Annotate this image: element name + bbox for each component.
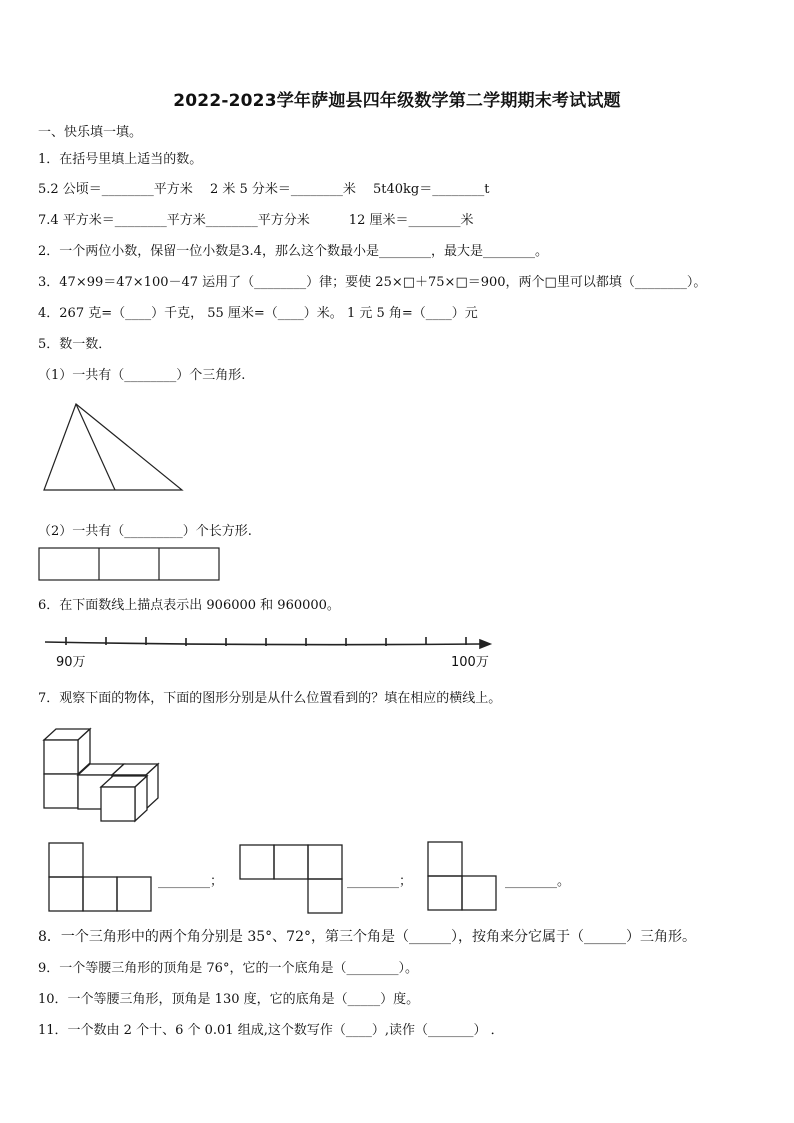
question-5-part-1: （1）一共有（________）个三角形. <box>38 368 246 383</box>
view-1 <box>49 843 151 911</box>
outer-triangle <box>44 404 182 490</box>
question-8: 8．一个三角形中的两个角分别是 35°、72°，第三个角是（______），按角来分它属于（______）三角形。 <box>38 929 696 945</box>
answer-blank-3[interactable]: ________。 <box>505 874 571 889</box>
view-2 <box>240 845 342 913</box>
page-title: 2022-2023学年萨迦县四年级数学第二学期期末考试试题 <box>173 91 621 111</box>
section-heading: 一、快乐填一填。 <box>38 125 143 140</box>
number-line <box>45 637 490 648</box>
number-line-right-label: 100万 <box>451 655 489 670</box>
inner-segment <box>76 404 115 490</box>
cube-object <box>44 729 158 821</box>
question-1: 1．在括号里填上适当的数。 <box>38 152 203 167</box>
question-9: 9．一个等腰三角形的顶角是 76°，它的一个底角是（________）。 <box>38 961 418 976</box>
question-1-row-1: 5.2 公顷＝________平方米 2 米 5 分米＝________米 5t40kg＝________t <box>38 182 490 197</box>
triangle-figure <box>44 404 182 490</box>
question-10: 10．一个等腰三角形，顶角是 130 度，它的底角是（_____）度。 <box>38 992 420 1007</box>
view-3 <box>428 842 496 910</box>
number-line-arrow <box>480 640 490 648</box>
outer-rectangle <box>39 548 219 580</box>
question-5: 5．数一数． <box>38 337 112 352</box>
answer-blank-1[interactable]: ________； <box>158 874 224 889</box>
question-4: 4．267 克=（____）千克， 55 厘米=（____）米。 1 元 5 角=（____）元 <box>38 306 478 321</box>
question-7: 7．观察下面的物体，下面的图形分别是从什么位置看到的？填在相应的横线上。 <box>38 691 502 706</box>
answer-blank-2[interactable]: ________； <box>347 874 413 889</box>
number-line-left-label: 90万 <box>56 655 86 670</box>
question-11: 11．一个数由 2 个十、6 个 0.01 组成,这个数写作（____）,读作（_______） ． <box>38 1023 504 1038</box>
question-1-row-2: 7.4 平方米＝________平方米________平方分米 12 厘米＝________米 <box>38 213 474 228</box>
question-5-part-2: （2）一共有（_________）个长方形. <box>38 524 252 539</box>
question-2: 2．一个两位小数，保留一位小数是3.4，那么这个数最小是________，最大是________。 <box>38 244 548 259</box>
cube-front-face <box>44 774 78 808</box>
question-6: 6．在下面数线上描点表示出 906000 和 960000。 <box>38 598 340 613</box>
cube-front-face <box>101 787 135 821</box>
number-line-axis <box>45 642 480 645</box>
cube-front-face <box>44 740 78 774</box>
rectangle-figure <box>39 548 219 580</box>
question-3: 3．47×99＝47×100－47 运用了（________）律；要使 25×□＋75×□＝900，两个□里可以都填（________）。 <box>38 275 707 290</box>
